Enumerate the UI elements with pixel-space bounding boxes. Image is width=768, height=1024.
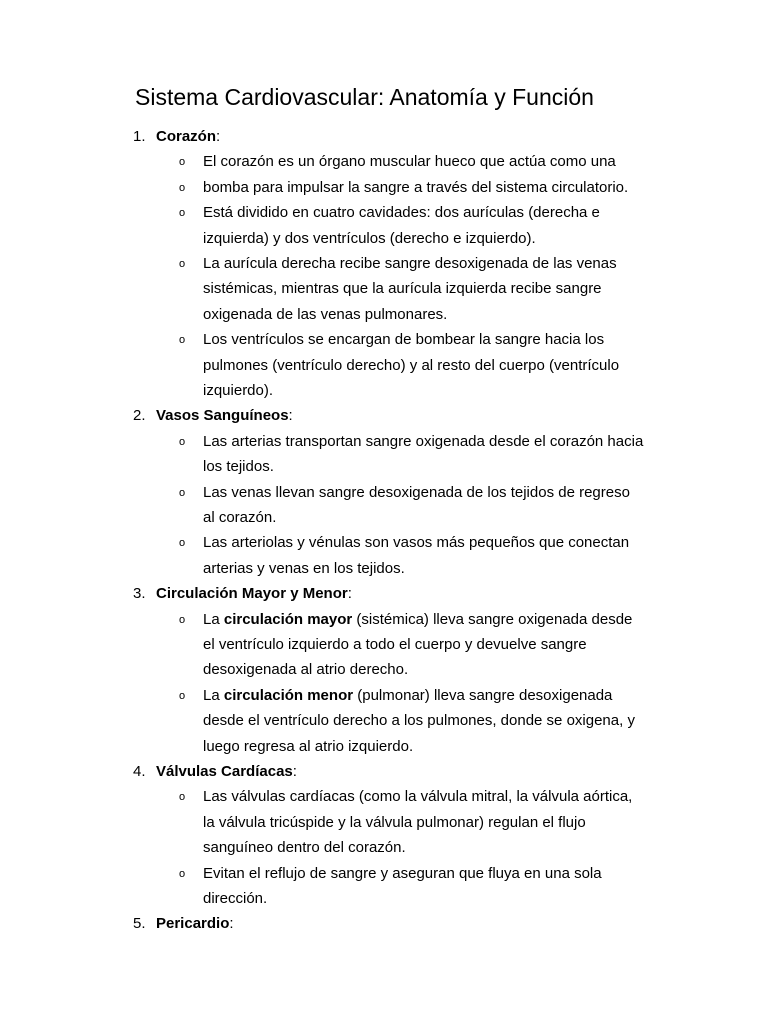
list-item-text: pulmones (ventrículo derecho) y al resto del cuerpo (ventrículo [203,356,620,374]
list-item-text: la válvula tricúspide y la válvula pulmonar) regulan el flujo [203,813,586,831]
bullet-marker: o [179,435,186,448]
section-heading [133,581,352,607]
section-number: 3. [133,585,146,603]
section-title: Válvulas Cardíacas [156,763,293,780]
section-title: Pericardio [156,915,230,933]
list-item-text: izquierda) y dos ventrículos (derecho e izquierdo). [203,229,536,247]
section-heading [133,911,234,937]
list-item-text: sanguíneo dentro del corazón. [203,839,406,857]
section-title: Corazón [156,128,216,145]
list-item-text: arterias y venas en los tejidos. [203,559,405,577]
bold-term: circulación mayor [223,610,353,628]
section-number: 4. [133,763,146,780]
section-heading [133,124,220,150]
list-item-text: al corazón. [203,509,277,526]
section-number: 5. [133,915,146,933]
list-item-text: La aurícula derecha recibe sangre desoxigenada de las venas [203,255,617,272]
list-item-text: La circulación mayor (sistémica) lleva sangre oxigenada desde [203,610,633,628]
list-item-text: desoxigenada al atrio derecho. [203,661,409,679]
list-item-text: bomba para impulsar la sangre a través del sistema circulatorio. [203,178,629,196]
page-title: Sistema Cardiovascular: Anatomía y Función [135,84,594,110]
section-suffix: : [216,128,221,145]
list-item-text: Los ventrículos se encargan de bombear la sangre hacia los [203,331,605,349]
list-item-text: Está dividido en cuatro cavidades: dos aurículas (derecha e [203,204,600,222]
section-title: Circulación Mayor y Menor [156,585,348,603]
bullet-marker: o [179,258,186,270]
list-item-text: oxigenada de las venas pulmonares. [203,305,448,323]
bullet-marker: o [179,867,186,880]
list-item-text: Las arteriolas y vénulas son vasos más pequeños que conectan [203,534,630,552]
list-item-text: Evitan el reflujo de sangre y aseguran que fluya en una sola [203,864,602,882]
list-item-text: El corazón es un órgano muscular hueco que actúa como una [203,153,616,171]
list-item-text: izquierdo). [203,382,274,399]
bullet-marker: o [179,181,186,194]
list-item-text: sistémicas, mientras que la aurícula izquierda recibe sangre [203,280,602,298]
bullet-marker: o [179,334,186,347]
section-number: 2. [133,407,146,425]
bullet-marker: o [179,537,186,550]
list-item-text: dirección. [203,890,268,907]
bold-term: circulación menor [223,686,354,704]
section-suffix: : [292,763,297,780]
list-item-text: La circulación menor (pulmonar) lleva sangre desoxigenada [203,686,613,704]
list-item-text: luego regresa al atrio izquierdo. [203,737,414,755]
bullet-marker: o [179,156,186,169]
list-item-text: Las venas llevan sangre desoxigenada de los tejidos de regreso [203,483,630,501]
section-suffix: : [347,585,352,603]
list-item-text: los tejidos. [203,458,274,476]
section-suffix: : [229,915,234,933]
bullet-marker: o [179,207,186,220]
list-item-text: Las válvulas cardíacas (como la válvula mitral, la válvula aórtica, [203,788,633,806]
bullet-marker: o [179,689,186,702]
bullet-marker: o [179,791,186,804]
section-heading [133,403,293,429]
section-title: Vasos Sanguíneos [156,407,289,425]
list-item-text: el ventrículo izquierdo a todo el cuerpo y devuelve sangre [203,636,587,653]
section-suffix: : [288,407,293,425]
section-heading [133,759,297,785]
bullet-marker: o [179,486,186,499]
bullet-marker: o [179,613,186,626]
list-item-text: desde el ventrículo derecho a los pulmones, donde se oxigena, y [203,712,635,730]
list-item-text: Las arterias transportan sangre oxigenada desde el corazón hacia [203,432,644,450]
section-number: 1. [133,128,146,145]
